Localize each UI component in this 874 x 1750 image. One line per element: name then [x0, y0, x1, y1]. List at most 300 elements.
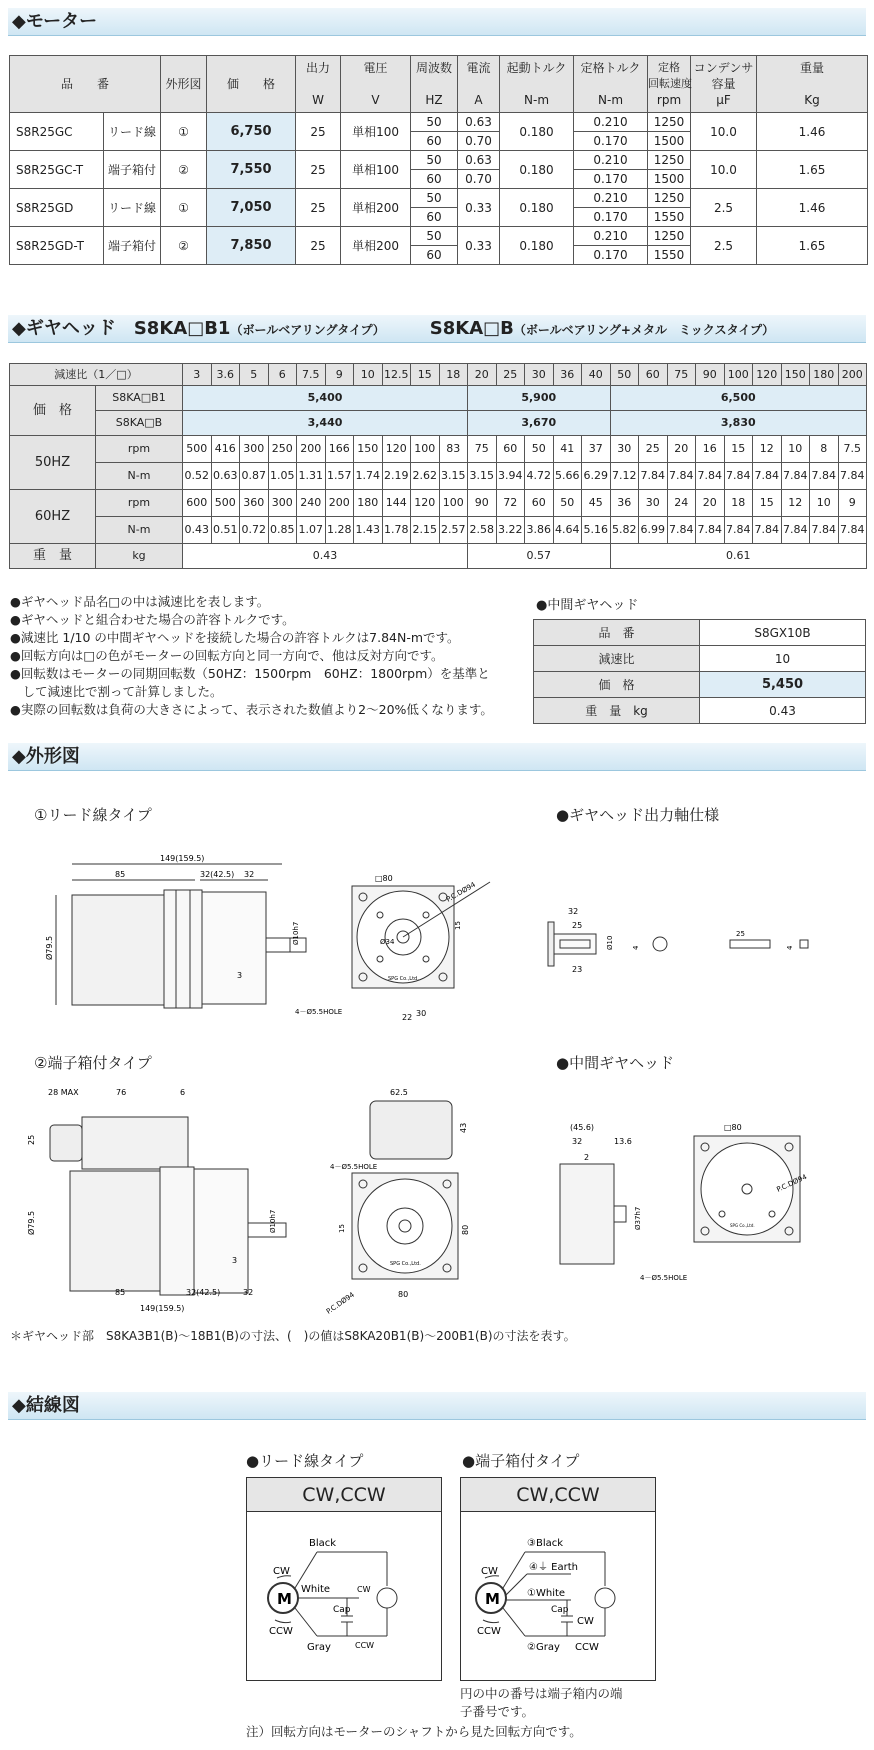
rpm-cell: 60: [496, 436, 525, 463]
lead-type-label: ①リード線タイプ: [34, 806, 152, 824]
gear-price-b1-row: [10, 386, 867, 411]
note-line: ●回転数はモーターの同期回転数（50HZ：1500rpm 60HZ：1800rpm）を基準と: [10, 666, 490, 681]
price-b1-label: S8KA□B1: [96, 386, 183, 411]
nm-cell: 1.57: [325, 463, 354, 490]
motor-rated-speed: 1250: [648, 113, 691, 132]
motor-row: [10, 227, 868, 246]
motor-weight: 1.46: [757, 189, 868, 227]
outline-footnote: ＊ギヤヘッド部 S8KA3B1(B)～18B1(B)の寸法、( )の値はS8KA20B1(B)～200B1(B)の寸法を表す。: [10, 1329, 576, 1343]
motor-type: 端子箱付: [104, 151, 161, 189]
term-gray: ②Gray: [527, 1642, 560, 1653]
motor-voltage: 単相100: [341, 113, 411, 151]
wiring-section-title: ◆結線図: [8, 1392, 866, 1420]
mid-dim-2: 2: [584, 1153, 590, 1162]
price-b-cell: 3,670: [468, 411, 611, 436]
dim-85-t: 85: [115, 1288, 126, 1297]
ratio-cell: 60: [639, 364, 668, 386]
shaft-dim-23: 23: [572, 965, 583, 974]
nm-cell: 1.74: [354, 463, 383, 490]
mid-ratio-label: 減速比: [534, 646, 700, 672]
term-black: ③Black: [527, 1538, 564, 1549]
motor-weight: 1.46: [757, 113, 868, 151]
lead-ccw-small: CCW: [355, 1641, 375, 1650]
nm-cell: 1.28: [325, 517, 354, 544]
motor-freq: 50: [411, 151, 458, 170]
rpm-cell: 12: [781, 490, 810, 517]
ratio-cell: 150: [781, 364, 810, 386]
lead-black: Black: [309, 1538, 337, 1549]
notes: [10, 593, 530, 719]
dim-shaft-t: Ø10h7: [269, 1209, 277, 1233]
motor-rated-torque: 0.170: [574, 208, 648, 227]
gear-50hz-rpm-row: [10, 436, 867, 463]
rpm-cell: 150: [354, 436, 383, 463]
wiring-lead-label: ●リード線タイプ: [246, 1452, 364, 1470]
spg-label-t: SPG Co.,Ltd.: [390, 1261, 421, 1267]
motor-rated-torque: 0.210: [574, 151, 648, 170]
mid-dim-sq80: □80: [724, 1123, 742, 1132]
rpm-cell: 180: [354, 490, 383, 517]
nm-cell: 7.84: [639, 463, 668, 490]
lead-white: White: [301, 1584, 331, 1595]
gear-ratio-row: [10, 364, 867, 386]
nm-cell: 2.15: [411, 517, 440, 544]
mid-dim-456: (45.6): [570, 1123, 595, 1132]
weight-label: 重 量: [10, 544, 96, 569]
gear-price-b-row: [10, 411, 867, 436]
shaft-dim-4b: 4: [786, 945, 794, 950]
nm-cell: 2.57: [439, 517, 468, 544]
ratio-cell: 15: [411, 364, 440, 386]
motor-rated-torque: 0.170: [574, 246, 648, 265]
nm-cell: 6.99: [639, 517, 668, 544]
motor-capacitor: 10.0: [691, 113, 757, 151]
motor-model: S8R25GC: [10, 113, 104, 151]
dim-43: 43: [459, 1122, 468, 1133]
ratio-cell: 120: [753, 364, 782, 386]
nm-cell: 7.84: [724, 517, 753, 544]
wiring-lead-diagram: [247, 1512, 441, 1680]
rpm-cell: 144: [382, 490, 411, 517]
nm-cell: 0.51: [211, 517, 240, 544]
dim-hole: 4－Ø5.5HOLE: [295, 1008, 343, 1016]
motor-current: 0.33: [458, 227, 500, 265]
rpm-cell: 416: [211, 436, 240, 463]
nm-cell: 3.22: [496, 517, 525, 544]
motor-type: 端子箱付: [104, 227, 161, 265]
motor-section-title: ◆モーター: [8, 8, 866, 36]
wiring-footnote: 注）回転方向はモーターのシャフトから見た回転方向です。: [246, 1724, 582, 1739]
nm-cell: 7.84: [696, 463, 725, 490]
motor-shape: ①: [161, 189, 207, 227]
gear-section-title: ◆ギヤヘッド S8KA□B1（ボールベアリングタイプ） S8KA□B（ボールベアリング+メタル ミックスタイプ）: [8, 315, 866, 343]
rpm-cell: 10: [781, 436, 810, 463]
motor-current: 0.70: [458, 132, 500, 151]
rpm-label: rpm: [96, 436, 183, 463]
nm-cell: 5.16: [582, 517, 611, 544]
motor-start-torque: 0.180: [500, 227, 574, 265]
ratio-cell: 6: [268, 364, 297, 386]
dim-80v: 80: [461, 1224, 470, 1235]
dim-3: 3: [237, 971, 243, 980]
nm-cell: 1.43: [354, 517, 383, 544]
wiring-lead-box: [246, 1477, 442, 1681]
spg-label: SPG Co.,Ltd.: [388, 976, 419, 982]
mid-weight: 0.43: [700, 698, 866, 724]
motor-table: [9, 55, 868, 265]
nm-cell: 7.84: [753, 517, 782, 544]
terminal-note-1: 円の中の番号は端子箱内の端: [460, 1686, 623, 1701]
nm-cell: 3.15: [439, 463, 468, 490]
dim-625: 62.5: [390, 1088, 408, 1097]
price-b-label: S8KA□B: [96, 411, 183, 436]
dim-15-t: 15: [338, 1224, 346, 1233]
mid-dim-hole: 4－Ø5.5HOLE: [640, 1274, 688, 1282]
ratio-cell: 20: [468, 364, 497, 386]
term-cap: Cap: [551, 1605, 569, 1615]
rpm-cell: 200: [325, 490, 354, 517]
dim-pcd-t: P.C.DØ94: [324, 1290, 356, 1316]
ratio-cell: 25: [496, 364, 525, 386]
mid-spg: SPG Co.,Ltd.: [730, 1223, 755, 1228]
dim-25: 25: [27, 1134, 36, 1145]
mid-dim-pcd: P.C.DØ94: [775, 1172, 809, 1194]
rpm-cell: 300: [240, 436, 269, 463]
motor-rated-torque: 0.210: [574, 227, 648, 246]
terminal-front-drawing: [324, 1085, 510, 1320]
motor-row: [10, 189, 868, 208]
dim-30: 30: [416, 1009, 427, 1018]
gear-60hz-nm-row: [10, 517, 867, 544]
motor-freq: 60: [411, 170, 458, 189]
motor-rated-speed: 1250: [648, 227, 691, 246]
rpm-cell: 37: [582, 436, 611, 463]
motor-output: 25: [296, 151, 341, 189]
gear-weight-row: [10, 544, 867, 569]
rpm-cell: 24: [667, 490, 696, 517]
weight-cell: 0.57: [468, 544, 611, 569]
wiring-terminal-box: [460, 1477, 656, 1681]
rpm-cell: 500: [183, 436, 212, 463]
motor-output: 25: [296, 113, 341, 151]
motor-voltage: 単相200: [341, 189, 411, 227]
dim-shaft: Ø10h7: [292, 921, 300, 945]
nm-cell: 1.07: [297, 517, 326, 544]
rpm-cell: 100: [411, 436, 440, 463]
nm-label: N-m: [96, 517, 183, 544]
motor-model: S8R25GD-T: [10, 227, 104, 265]
shaft-dim-10: Ø10: [606, 935, 614, 950]
motor-freq: 50: [411, 189, 458, 208]
ratio-cell: 36: [553, 364, 582, 386]
note-line: ●回転方向は□の色がモーターの回転方向と同一方向で、他は反対方向です。: [10, 648, 444, 663]
nm-cell: 0.87: [240, 463, 269, 490]
nm-cell: 7.84: [781, 517, 810, 544]
nm-cell: 7.84: [724, 463, 753, 490]
motor-price: 7,050: [207, 189, 296, 227]
lead-cw: CW: [273, 1566, 290, 1577]
hz-label-50hz: 50HZ: [10, 436, 96, 490]
ratio-cell: 40: [582, 364, 611, 386]
rpm-cell: 50: [553, 490, 582, 517]
motor-current: 0.70: [458, 170, 500, 189]
motor-rated-torque: 0.170: [574, 132, 648, 151]
dim-80h: 80: [398, 1290, 409, 1299]
ratio-cell: 200: [838, 364, 867, 386]
motor-rated-speed: 1250: [648, 151, 691, 170]
hdr-voltage: 電圧 V: [341, 56, 411, 113]
nm-cell: 3.86: [525, 517, 554, 544]
nm-cell: 7.84: [838, 463, 867, 490]
rpm-cell: 16: [696, 436, 725, 463]
nm-cell: 3.94: [496, 463, 525, 490]
motor-current: 0.63: [458, 113, 500, 132]
note-line: して減速比で割って計算しました。: [10, 684, 223, 699]
motor-price: 6,750: [207, 113, 296, 151]
dim-32a-t: 32(42.5): [186, 1288, 221, 1297]
term-motor-m: M: [485, 1590, 500, 1608]
price-b-cell: 3,440: [183, 411, 468, 436]
rpm-cell: 18: [724, 490, 753, 517]
dim-dia: Ø79.5: [45, 935, 54, 960]
nm-cell: 6.29: [582, 463, 611, 490]
rpm-cell: 60: [525, 490, 554, 517]
mid-dim-32: 32: [572, 1137, 583, 1146]
weight-unit: kg: [96, 544, 183, 569]
dim-85: 85: [115, 870, 126, 879]
nm-cell: 2.19: [382, 463, 411, 490]
ratio-cell: 3: [183, 364, 212, 386]
hdr-part: 品 番: [10, 56, 161, 113]
lead-cap: Cap: [333, 1605, 351, 1615]
nm-cell: 0.43: [183, 517, 212, 544]
nm-cell: 7.84: [667, 517, 696, 544]
ratio-cell: 180: [810, 364, 839, 386]
term-ccw: CCW: [477, 1626, 501, 1637]
hz-label-60hz: 60HZ: [10, 490, 96, 544]
wiring-terminal-title: CW,CCW: [461, 1478, 655, 1512]
motor-freq: 50: [411, 113, 458, 132]
note-line: ●ギヤヘッド品名□の中は減速比を表します。: [10, 594, 270, 609]
dim-dia-t: Ø79.5: [27, 1210, 36, 1235]
motor-rated-speed: 1500: [648, 170, 691, 189]
mid-gear-table: [533, 619, 866, 724]
nm-cell: 7.12: [610, 463, 639, 490]
rpm-cell: 50: [525, 436, 554, 463]
dim-total: 149(159.5): [160, 854, 205, 863]
dim-22: 22: [402, 1013, 413, 1022]
rpm-cell: 12: [753, 436, 782, 463]
motor-rated-speed: 1500: [648, 132, 691, 151]
rpm-cell: 90: [468, 490, 497, 517]
rpm-cell: 45: [582, 490, 611, 517]
term-earth: ④⏚ Earth: [529, 1562, 578, 1573]
motor-rated-torque: 0.210: [574, 113, 648, 132]
rpm-cell: 120: [411, 490, 440, 517]
ratio-cell: 9: [325, 364, 354, 386]
nm-cell: 4.64: [553, 517, 582, 544]
rpm-cell: 240: [297, 490, 326, 517]
nm-cell: 0.72: [240, 517, 269, 544]
nm-cell: 7.84: [838, 517, 867, 544]
terminal-side-drawing: [20, 1085, 290, 1325]
nm-cell: 1.05: [268, 463, 297, 490]
rpm-cell: 120: [382, 436, 411, 463]
price-b1-cell: 6,500: [610, 386, 867, 411]
price-b-cell: 3,830: [610, 411, 867, 436]
motor-rated-torque: 0.210: [574, 189, 648, 208]
hdr-current: 電流 A: [458, 56, 500, 113]
dim-3-t: 3: [232, 1256, 238, 1265]
dim-32a: 32(42.5): [200, 870, 235, 879]
dim-34: Ø34: [380, 938, 395, 946]
ratio-cell: 10: [354, 364, 383, 386]
hdr-shape: 外形図: [161, 56, 207, 113]
outline-section-title: ◆外形図: [8, 743, 866, 771]
ratio-label: 減速比（1／□）: [10, 364, 183, 386]
motor-capacitor: 2.5: [691, 227, 757, 265]
hdr-rated-torque: 定格トルク N-m: [574, 56, 648, 113]
shaft-dim-4: 4: [632, 945, 640, 950]
nm-cell: 5.66: [553, 463, 582, 490]
dim-pcd: P.C.DØ94: [445, 880, 477, 904]
motor-shape: ②: [161, 227, 207, 265]
motor-freq: 50: [411, 227, 458, 246]
rpm-cell: 600: [183, 490, 212, 517]
ratio-cell: 75: [667, 364, 696, 386]
price-label: 価 格: [10, 386, 96, 436]
gear-50hz-nm-row: [10, 463, 867, 490]
shaft-dim-32: 32: [568, 907, 579, 916]
mid-gear-title: ●中間ギヤヘッド: [536, 598, 639, 613]
motor-freq: 60: [411, 132, 458, 151]
mid-price: 5,450: [700, 672, 866, 698]
motor-rated-speed: 1550: [648, 246, 691, 265]
ratio-cell: 12.5: [382, 364, 411, 386]
nm-cell: 7.84: [781, 463, 810, 490]
motor-start-torque: 0.180: [500, 151, 574, 189]
nm-cell: 3.15: [468, 463, 497, 490]
ratio-cell: 90: [696, 364, 725, 386]
rpm-cell: 300: [268, 490, 297, 517]
rpm-cell: 15: [753, 490, 782, 517]
rpm-cell: 166: [325, 436, 354, 463]
term-ccw-right: CCW: [575, 1642, 599, 1653]
shaft-dim-25: 25: [572, 921, 583, 930]
nm-cell: 2.58: [468, 517, 497, 544]
rpm-cell: 7.5: [838, 436, 867, 463]
hdr-freq: 周波数 HZ: [411, 56, 458, 113]
ratio-cell: 30: [525, 364, 554, 386]
dim-76: 76: [116, 1088, 127, 1097]
ratio-cell: 50: [610, 364, 639, 386]
rpm-cell: 9: [838, 490, 867, 517]
rpm-cell: 72: [496, 490, 525, 517]
motor-shape: ②: [161, 151, 207, 189]
rpm-cell: 25: [639, 436, 668, 463]
rpm-cell: 250: [268, 436, 297, 463]
gear-60hz-rpm-row: [10, 490, 867, 517]
hdr-output: 出力 W: [296, 56, 341, 113]
nm-cell: 4.72: [525, 463, 554, 490]
nm-cell: 1.31: [297, 463, 326, 490]
motor-current: 0.63: [458, 151, 500, 170]
ratio-cell: 3.6: [211, 364, 240, 386]
terminal-note-2: 子番号です。: [460, 1704, 535, 1719]
mid-price-label: 価 格: [534, 672, 700, 698]
rpm-cell: 8: [810, 436, 839, 463]
dim-sq80: □80: [375, 874, 393, 883]
motor-capacitor: 2.5: [691, 189, 757, 227]
dim-hole-t: 4－Ø5.5HOLE: [330, 1163, 378, 1171]
motor-type: リード線: [104, 113, 161, 151]
hdr-capacitor: コンデンサ 容量 μF: [691, 56, 757, 113]
nm-cell: 1.78: [382, 517, 411, 544]
motor-start-torque: 0.180: [500, 113, 574, 151]
note-line: ●ギヤヘッドと組合わせた場合の許容トルクです。: [10, 612, 295, 627]
nm-cell: 7.84: [667, 463, 696, 490]
nm-cell: 7.84: [753, 463, 782, 490]
term-cw-right: CW: [577, 1616, 594, 1627]
lead-cw-small: CW: [357, 1585, 371, 1594]
motor-freq: 60: [411, 246, 458, 265]
note-line: ●減速比 1/10 の中間ギヤヘッドを接続した場合の許容トルクは7.84N-mです。: [10, 630, 460, 645]
weight-cell: 0.43: [183, 544, 468, 569]
price-b1-cell: 5,400: [183, 386, 468, 411]
rpm-cell: 200: [297, 436, 326, 463]
mid-dim-136: 13.6: [614, 1137, 632, 1146]
mid-gear-drawing-label: ●中間ギヤヘッド: [556, 1054, 675, 1072]
motor-voltage: 単相200: [341, 227, 411, 265]
nm-cell: 7.84: [696, 517, 725, 544]
note-line: ●実際の回転数は負荷の大きさによって、表示された数値より2～20%低くなります。: [10, 702, 493, 717]
motor-price: 7,550: [207, 151, 296, 189]
rpm-label: rpm: [96, 490, 183, 517]
motor-model: S8R25GC-T: [10, 151, 104, 189]
term-white: ①White: [527, 1588, 566, 1599]
motor-rated-speed: 1550: [648, 208, 691, 227]
gear-table: [9, 363, 867, 569]
motor-current: 0.33: [458, 189, 500, 227]
motor-capacitor: 10.0: [691, 151, 757, 189]
mid-part: S8GX10B: [700, 620, 866, 646]
motor-weight: 1.65: [757, 151, 868, 189]
dim-32b: 32: [244, 870, 255, 879]
mid-part-label: 品 番: [534, 620, 700, 646]
ratio-cell: 7.5: [297, 364, 326, 386]
nm-cell: 5.82: [610, 517, 639, 544]
rpm-cell: 10: [810, 490, 839, 517]
rpm-cell: 500: [211, 490, 240, 517]
rpm-cell: 20: [696, 490, 725, 517]
rpm-cell: 83: [439, 436, 468, 463]
hdr-rated-speed: 定格 回転速度 rpm: [648, 56, 691, 113]
price-b1-cell: 5,900: [468, 386, 611, 411]
motor-model: S8R25GD: [10, 189, 104, 227]
motor-output: 25: [296, 227, 341, 265]
motor-price: 7,850: [207, 227, 296, 265]
nm-cell: 0.85: [268, 517, 297, 544]
nm-cell: 7.84: [810, 517, 839, 544]
wiring-terminal-diagram: [461, 1512, 655, 1680]
motor-shape: ①: [161, 113, 207, 151]
nm-cell: 2.62: [411, 463, 440, 490]
rpm-cell: 20: [667, 436, 696, 463]
motor-row: [10, 151, 868, 170]
dim-28max: 28 MAX: [48, 1088, 79, 1097]
motor-freq: 60: [411, 208, 458, 227]
motor-weight: 1.65: [757, 227, 868, 265]
